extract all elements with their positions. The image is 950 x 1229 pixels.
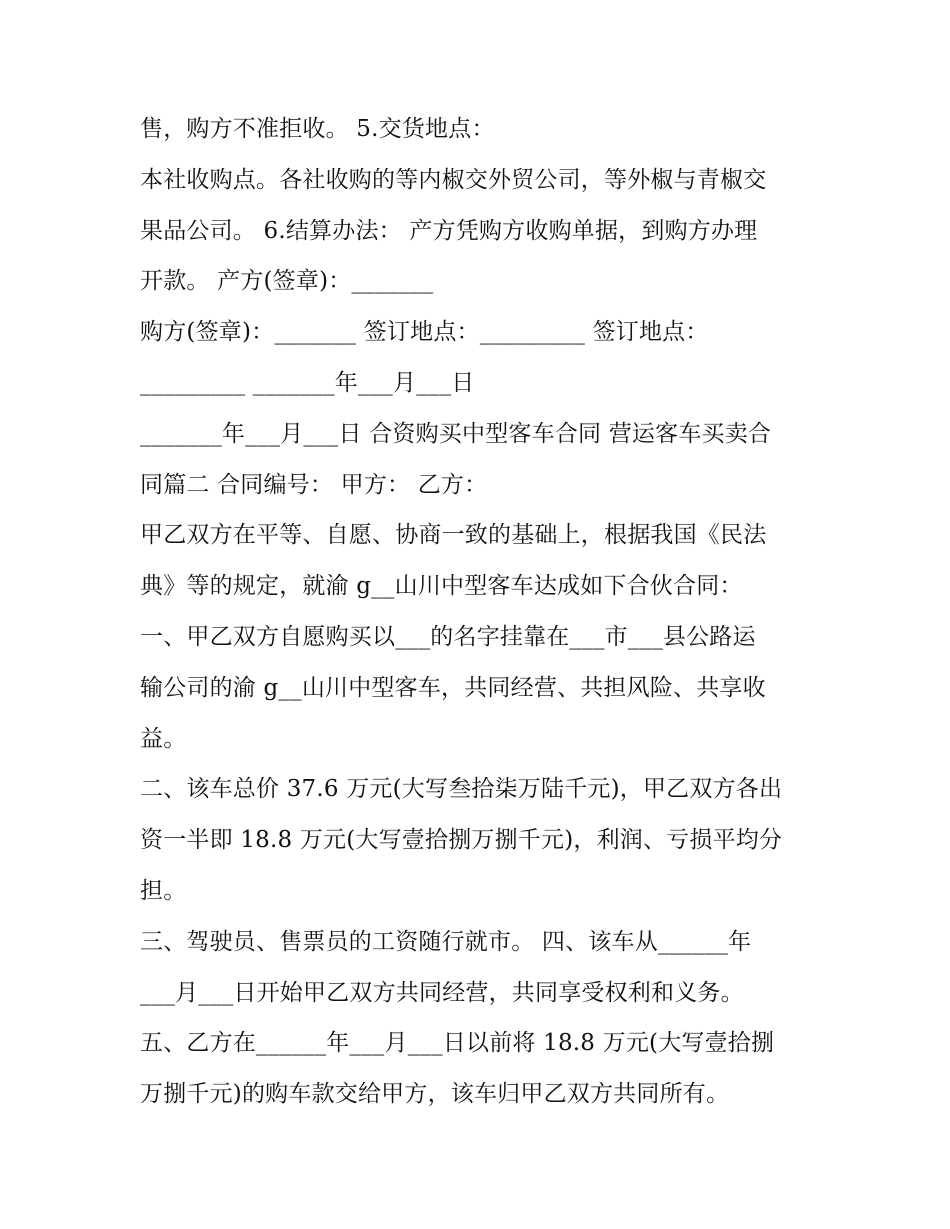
text-line: 本社收购点。各社收购的等内椒交外贸公司，等外椒与青椒交 [140, 166, 767, 193]
text-line: _________ _______年___月___日 [140, 369, 475, 396]
text-line: 输公司的渝 g__山川中型客车，共同经营、共担风险、共享收 [140, 674, 766, 701]
text-line: 开款。 产方(签章)：_______ [140, 268, 434, 295]
text-line: 益。 [140, 725, 187, 752]
text-line: 三、驾驶员、售票员的工资随行就市。 四、该车从______年 [140, 928, 752, 955]
text-line: 二、该车总价 37.6 万元(大写叁拾柒万陆千元)，甲乙双方各出 [140, 776, 783, 803]
text-line: ___月___日开始甲乙双方共同经营，共同享受权利和义务。 [140, 979, 744, 1006]
document-body [140, 104, 820, 1120]
text-line: 资一半即 18.8 万元(大写壹拾捌万捌千元)，利润、亏损平均分 [140, 827, 783, 854]
text-line: 担。 [140, 877, 187, 904]
text-line: 同篇二 合同编号： 甲方： 乙方： [140, 471, 488, 498]
text-line: 甲乙双方在平等、自愿、协商一致的基础上，根据我国《民法 [140, 522, 767, 549]
text-line: 万捌千元)的购车款交给甲方，该车归甲乙双方共同所有。 [140, 1081, 730, 1108]
text-line: _______年___月___日 合资购买中型客车合同 营运客车买卖合 [140, 420, 772, 447]
text-line: 售，购方不准拒收。 5.交货地点： [140, 116, 495, 142]
text-line: 典》等的规定，就渝 g__山川中型客车达成如下合伙合同： [140, 573, 743, 600]
text-line: 果品公司。 6.结算办法： 产方凭购方收购单据，到购方办理 [140, 217, 758, 244]
text-line: 购方(签章)：_______ 签订地点：_________ 签订地点： [140, 319, 709, 346]
text-line: 五、乙方在______年___月___日以前将 18.8 万元(大写壹拾捌 [140, 1030, 775, 1057]
text-line: 一、甲乙双方自愿购买以___的名字挂靠在___市___县公路运 [140, 623, 756, 650]
